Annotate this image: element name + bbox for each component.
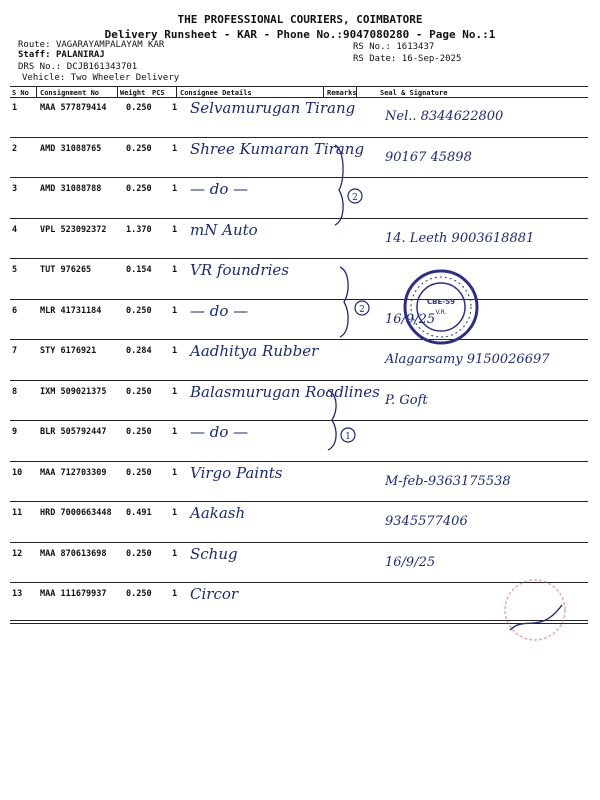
col-weight: Weight	[120, 89, 146, 97]
row-consignee-handwritten: VR foundries	[190, 261, 289, 279]
row-consignment-no: VPL 523092372	[40, 224, 107, 235]
row-pcs: 1	[172, 508, 178, 518]
group-bracket	[318, 385, 358, 455]
row-sno: 11	[12, 508, 23, 518]
svg-text:CBE-59: CBE-59	[427, 298, 455, 306]
company-title: THE PROFESSIONAL COURIERS, COIMBATORE	[177, 13, 423, 26]
svg-text:2: 2	[352, 193, 358, 203]
row-sno: 4	[12, 224, 18, 235]
row-consignment-no: MAA 111679937	[40, 589, 107, 599]
row-seal-signature: P. Goft	[385, 392, 428, 408]
col-consignment: Consignment No	[40, 89, 100, 97]
vehicle-label: Vehicle:	[22, 73, 66, 83]
row-consignee-handwritten: Selvamurugan Tirang	[190, 99, 356, 117]
row-consignee-handwritten: Circor	[190, 585, 239, 603]
row-pcs: 1	[172, 265, 178, 275]
divider	[323, 86, 324, 97]
row-pcs: 1	[172, 224, 178, 235]
row-consignee-handwritten: — do —	[190, 180, 249, 198]
row-consignment-no: STY 6176921	[40, 346, 97, 356]
table-row	[10, 300, 588, 340]
row-consignment-no: MAA 712703309	[40, 467, 107, 478]
row-consignment-no: IXM 509021375	[40, 386, 107, 397]
row-sno: 1	[12, 103, 18, 113]
row-consignee-handwritten: Schug	[190, 544, 238, 563]
row-consignee-handwritten: Balasmurugan Roadlines	[190, 382, 380, 401]
table-row	[10, 178, 588, 218]
row-pcs: 1	[172, 305, 178, 316]
row-pcs: 1	[172, 103, 178, 113]
group-bracket	[325, 140, 365, 230]
row-pcs: 1	[172, 548, 178, 559]
table-row	[10, 381, 588, 421]
table-row	[10, 138, 588, 178]
route-line	[18, 40, 164, 50]
row-consignee-handwritten: Aakash	[190, 504, 246, 522]
row-consignment-no: AMD 31088765	[40, 143, 102, 154]
row-consignment-no: TUT 976265	[40, 265, 92, 275]
row-weight: 0.284	[126, 346, 152, 356]
table-row	[10, 340, 588, 380]
row-sno: 2	[12, 143, 18, 154]
staff-line	[18, 50, 105, 60]
row-sno: 13	[12, 589, 23, 599]
rs-no-line	[353, 42, 434, 52]
route-value: VAGARAYAMPALAYAM KAR	[55, 40, 165, 50]
svg-text:2: 2	[359, 305, 365, 315]
rs-no-label: RS No.:	[353, 42, 391, 52]
row-seal-signature: 16/9/25	[385, 554, 436, 570]
row-weight: 0.250	[126, 103, 152, 113]
faint-seal-stamp	[500, 575, 570, 645]
row-pcs: 1	[172, 143, 178, 154]
row-consignment-no: AMD 31088788	[40, 184, 102, 194]
drs-value: DCJB161343701	[66, 62, 138, 72]
row-consignment-no: BLR 505792447	[40, 427, 107, 437]
row-sno: 5	[12, 265, 18, 275]
col-remarks: Remarks	[327, 89, 357, 97]
row-weight: 0.250	[126, 184, 152, 194]
table-row	[10, 259, 588, 299]
staff-label: Staff:	[18, 50, 51, 60]
staff-value: PALANIRAJ	[55, 50, 105, 60]
row-consignee-handwritten: Shree Kumaran Tirang	[190, 139, 365, 158]
row-seal-signature: 14. Leeth 9003618881	[385, 230, 535, 246]
row-seal-signature: 16/9/25	[385, 311, 436, 327]
row-weight: 0.250	[126, 467, 152, 478]
col-seal: Seal & Signature	[380, 89, 448, 97]
row-pcs: 1	[172, 467, 178, 478]
rs-date-label: RS Date:	[353, 54, 397, 64]
row-consignee-handwritten: mN Auto	[190, 220, 258, 239]
table-row	[10, 421, 588, 461]
company-seal-stamp	[402, 268, 480, 346]
row-seal-signature: 90167 45898	[385, 149, 472, 165]
route-label: Route:	[18, 40, 51, 50]
row-sno: 8	[12, 386, 18, 397]
divider	[36, 86, 37, 97]
row-sno: 7	[12, 346, 18, 356]
runsheet-title: Delivery Runsheet - KAR - Phone No.:9047080280 - Page No.:1	[104, 28, 496, 41]
table-row	[10, 219, 588, 259]
group-bracket	[330, 262, 370, 342]
row-consignee-handwritten: Virgo Paints	[190, 463, 283, 482]
divider	[117, 86, 118, 97]
col-consignee: Consignee Details	[180, 89, 252, 97]
row-consignee-handwritten: — do —	[190, 423, 249, 441]
row-weight: 0.250	[126, 548, 152, 559]
svg-text:1: 1	[345, 432, 351, 442]
row-weight: 0.250	[126, 589, 152, 599]
row-weight: 1.370	[126, 224, 152, 235]
row-weight: 0.154	[126, 265, 152, 275]
table-row	[10, 502, 588, 542]
row-consignment-no: MAA 577879414	[40, 103, 107, 113]
drs-line	[18, 62, 137, 72]
row-consignment-no: MAA 870613698	[40, 548, 107, 559]
row-weight: 0.250	[126, 143, 152, 154]
table-row	[10, 462, 588, 502]
rs-date-value: 16-Sep-2025	[401, 54, 462, 64]
row-sno: 10	[12, 467, 23, 478]
row-weight: 0.250	[126, 305, 152, 316]
row-seal-signature: M-feb-9363175538	[385, 473, 511, 489]
vehicle-value: Two Wheeler Delivery	[70, 73, 180, 83]
row-weight: 0.250	[126, 386, 152, 397]
row-sno: 3	[12, 184, 18, 194]
col-pcs: PCS	[152, 89, 165, 97]
table-top-border	[10, 86, 588, 87]
col-sno: S No	[12, 89, 29, 97]
row-consignee-handwritten: Aadhitya Rubber	[190, 342, 319, 360]
row-consignment-no: MLR 41731184	[40, 305, 102, 316]
rs-no-value: 1613437	[396, 42, 435, 52]
drs-label: DRS No.:	[18, 62, 62, 72]
table-row	[10, 97, 588, 137]
row-pcs: 1	[172, 346, 178, 356]
row-weight: 0.491	[126, 508, 152, 518]
row-consignee-handwritten: — do —	[190, 301, 249, 320]
row-seal-signature: Nel.. 8344622800	[385, 109, 504, 124]
row-pcs: 1	[172, 427, 178, 437]
row-pcs: 1	[172, 386, 178, 397]
rs-date-line	[353, 54, 461, 64]
vehicle-line	[22, 73, 179, 83]
row-consignment-no: HRD 7000663448	[40, 508, 112, 518]
row-seal-signature: Alagarsamy 9150026697	[385, 352, 550, 367]
row-weight: 0.250	[126, 427, 152, 437]
divider	[356, 86, 357, 97]
row-pcs: 1	[172, 589, 178, 599]
svg-text:V.R.: V.R.	[435, 309, 447, 316]
row-seal-signature: 9345577406	[385, 514, 468, 529]
row-sno: 9	[12, 427, 18, 437]
row-sno: 6	[12, 305, 18, 316]
divider	[176, 86, 177, 97]
row-pcs: 1	[172, 184, 178, 194]
row-sno: 12	[12, 548, 23, 559]
